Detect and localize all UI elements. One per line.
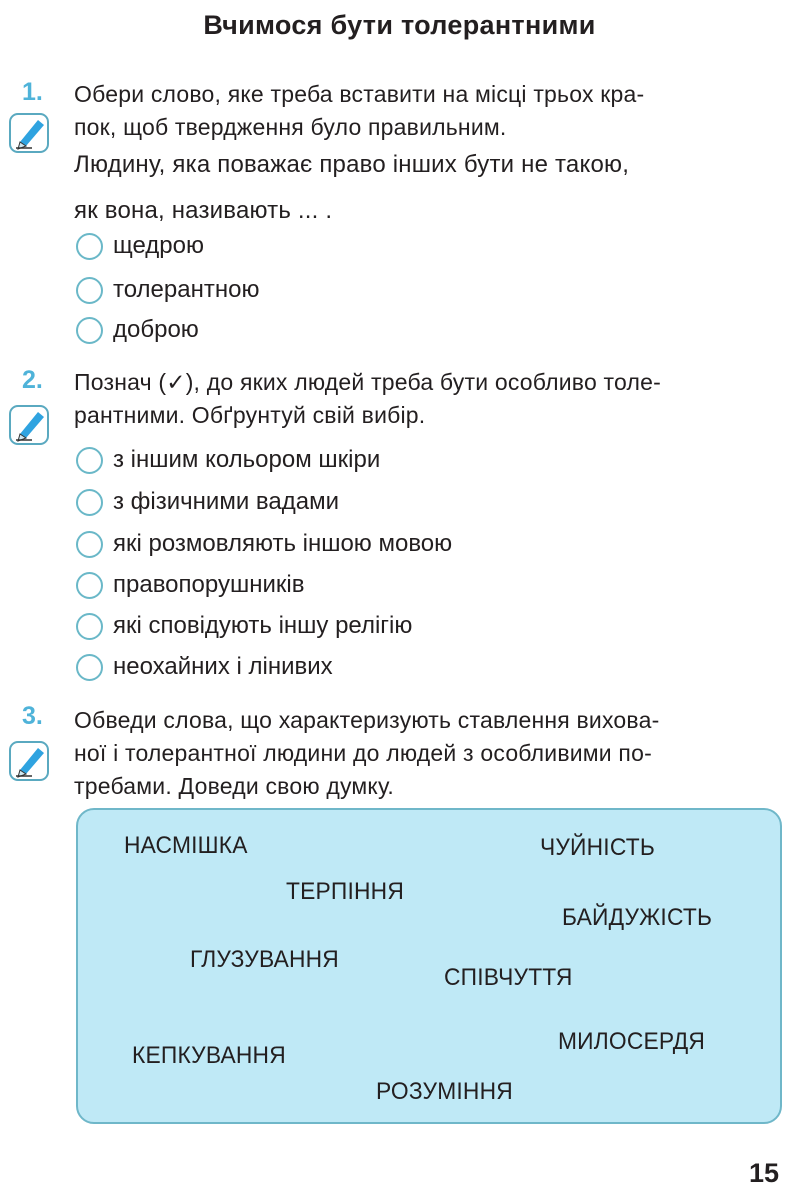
instruction-line: рантними. Обґрунтуй свій вибір.: [74, 402, 426, 428]
task-1-number: 1.: [22, 78, 43, 106]
instruction-line: Обведи слова, що характеризують ставлення вихова-: [74, 707, 660, 733]
task-2-option-5[interactable]: [76, 606, 412, 646]
task-1-statement: [74, 142, 774, 234]
task-3-instruction: [74, 704, 774, 803]
task-2-number: 2.: [22, 366, 43, 394]
instruction-line: Обери слово, яке треба вставити на місці трьох кра-: [74, 81, 645, 107]
word-item[interactable]: ГЛУЗУВАННЯ: [190, 946, 339, 973]
task-2-option-2[interactable]: [76, 482, 339, 522]
radio-circle[interactable]: [76, 447, 103, 474]
option-label: з фізичними вадами: [113, 488, 339, 515]
option-label: щедрою: [113, 232, 204, 259]
page-number: 15: [748, 1158, 779, 1188]
word-item[interactable]: РОЗУМІННЯ: [376, 1078, 513, 1105]
instruction-line: пок, щоб твердження було правильним.: [74, 114, 507, 140]
word-item[interactable]: ЧУЙНІСТЬ: [540, 834, 655, 861]
task-1-option-1[interactable]: [76, 226, 204, 266]
option-label: які розмовляють іншою мовою: [113, 530, 453, 557]
radio-circle[interactable]: [76, 489, 103, 516]
option-label: толерантною: [113, 276, 260, 303]
statement-line: Людину, яка поважає право інших бути не такою,: [74, 151, 630, 178]
task-2-option-6[interactable]: [76, 647, 333, 687]
word-item[interactable]: НАСМІШКА: [124, 832, 248, 859]
radio-circle[interactable]: [76, 531, 103, 558]
radio-circle[interactable]: [76, 317, 103, 344]
pencil-write-icon: [8, 404, 50, 446]
word-item[interactable]: КЕПКУВАННЯ: [132, 1042, 286, 1069]
word-item[interactable]: ТЕРПІННЯ: [286, 878, 404, 905]
word-item[interactable]: МИЛОСЕРДЯ: [558, 1028, 706, 1055]
task-1-option-3[interactable]: [76, 310, 199, 350]
word-box: [76, 808, 782, 1124]
instruction-line: требами. Доведи свою думку.: [74, 773, 394, 799]
page-title: Вчимося бути толерантними: [203, 10, 596, 40]
radio-circle[interactable]: [76, 233, 103, 260]
task-3-number: 3.: [22, 702, 43, 730]
statement-line: як вона, називають ... .: [74, 197, 333, 224]
task-1-instruction: [74, 78, 774, 144]
radio-circle[interactable]: [76, 654, 103, 681]
option-label: доброю: [113, 316, 199, 343]
option-label: які сповідують іншу релігію: [113, 612, 413, 639]
task-2-option-1[interactable]: [76, 440, 380, 480]
radio-circle[interactable]: [76, 613, 103, 640]
word-item[interactable]: БАЙДУЖІСТЬ: [562, 904, 713, 931]
task-2-option-4[interactable]: [76, 565, 304, 605]
instruction-line: Познач (✓), до яких людей треба бути особливо толе-: [74, 369, 661, 395]
pencil-write-icon: [8, 740, 50, 782]
pencil-write-icon: [8, 112, 50, 154]
option-label: неохайних і лінивих: [113, 653, 333, 680]
option-label: правопорушників: [113, 571, 305, 598]
task-2-option-3[interactable]: [76, 524, 452, 564]
task-2-instruction: [74, 366, 774, 432]
word-item[interactable]: СПІВЧУТТЯ: [444, 964, 573, 991]
instruction-line: ної і толерантної людини до людей з особливими по-: [74, 740, 652, 766]
option-label: з іншим кольором шкіри: [113, 446, 381, 473]
task-1-option-2[interactable]: [76, 270, 259, 310]
radio-circle[interactable]: [76, 277, 103, 304]
radio-circle[interactable]: [76, 572, 103, 599]
